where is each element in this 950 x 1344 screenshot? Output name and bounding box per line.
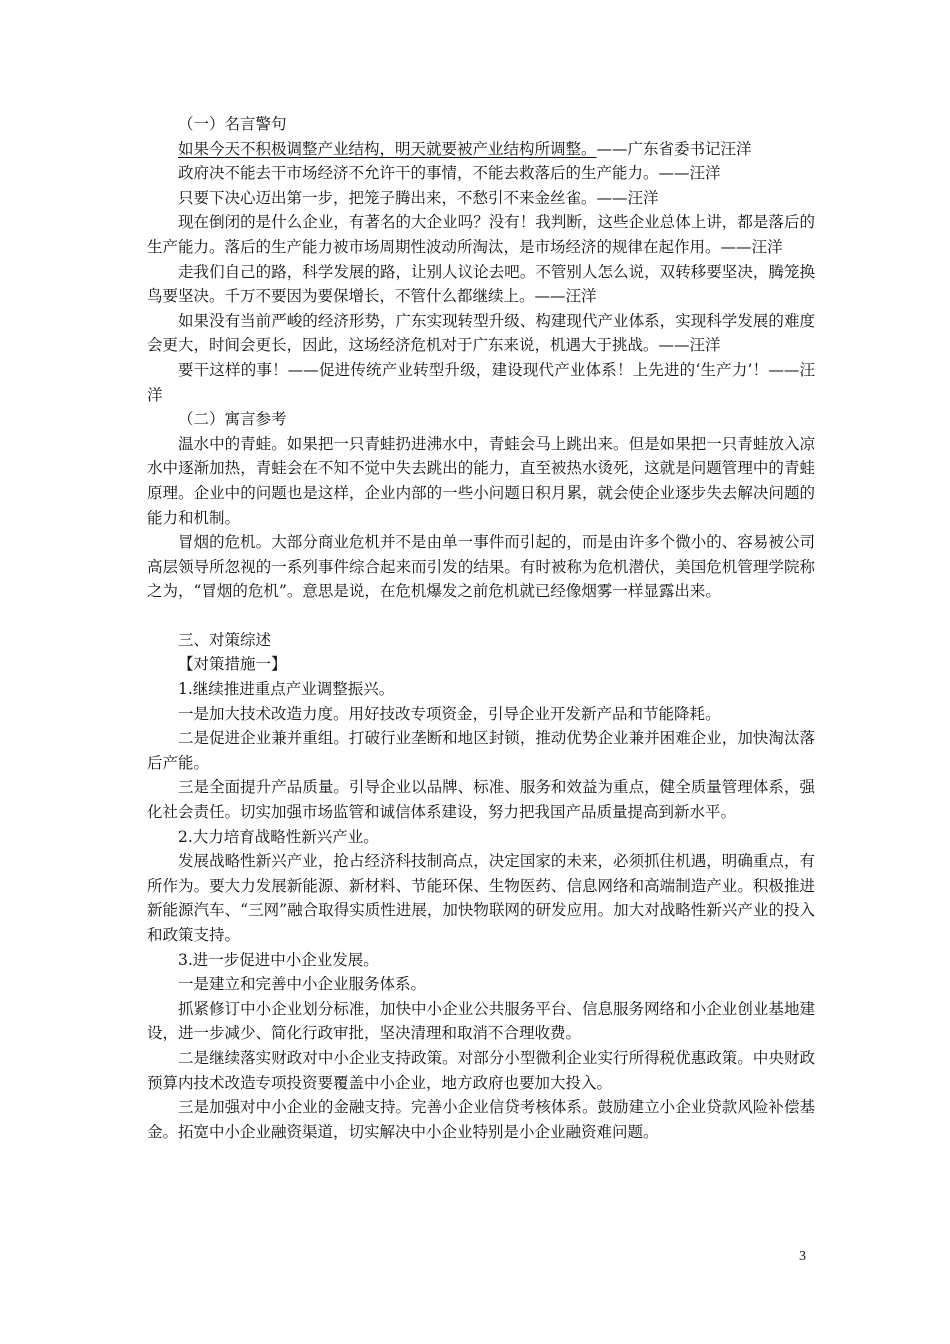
quote-5: 走我们自己的路，科学发展的路，让别人议论去吧。不管别人怎么说，双转移要坚决，腾笼换鸟要坚决。千万不要因为要保增长，不管什么都继续上。——汪洋: [147, 262, 815, 306]
measure-3-title: 3.进一步促进中小企业发展。: [178, 950, 379, 969]
document-body: [147, 112, 815, 1144]
fable-1: 温水中的青蛙。如果把一只青蛙扔进沸水中，青蛙会马上跳出来。但是如果把一只青蛙放入凉水中逐渐加热，青蛙会在不知不觉中失去跳出的能力，直至被热水烫死，这就是问题管理中的青蛙原理。企业中的问题也是这样，企业内部的一些小问题日积月累，就会使企业逐步失去解决问题的能力和机制。: [147, 434, 815, 527]
measure-2-body: 发展战略性新兴产业，抢占经济科技制高点，决定国家的未来，必须抓住机遇，明确重点，有所作为。要大力发展新能源、新材料、节能环保、生物医药、信息网络和高端制造产业。积极推进新能源汽车、“三网”融合取得实质性进展，加快物联网的研发应用。加大对战略性新兴产业的投入和政策支持。: [147, 852, 815, 944]
quote-6: 如果没有当前严峻的经济形势，广东实现转型升级、构建现代产业体系，实现科学发展的难度会更大，时间会更长，因此，这场经济危机对于广东来说，机遇大于挑战。——汪洋: [147, 311, 815, 355]
section-heading-quotes: （一）名言警句: [178, 115, 287, 133]
measure-3-point-c: 三是加强对中小企业的金融支持。完善小企业信贷考核体系。鼓励建立小企业贷款风险补偿基金。拓宽中小企业融资渠道，切实解决中小企业特别是小企业融资难问题。: [147, 1098, 815, 1141]
measure-3-point-a: 一是建立和完善中小企业服务体系。: [178, 975, 427, 994]
measure-1-point-b: 二是促进企业兼并重组。打破行业垄断和地区封锁，推动优势企业兼并困难企业，加快淘汰落后产能。: [147, 729, 815, 772]
quote-1-underlined: 如果今天不积极调整产业结构，明天就要被产业结构所调整。: [178, 139, 597, 158]
measure-heading: 【对策措施一】: [178, 655, 287, 674]
section-heading-fables: （二）寓言参考: [178, 410, 287, 429]
measure-1-point-a: 一是加大技术改造力度。用好技改专项资金，引导企业开发新产品和节能降耗。: [178, 704, 721, 723]
fable-2: 冒烟的危机。大部分商业危机并不是由单一事件而引起的，而是由许多个微小的、容易被公司高层领导所忽视的一系列事件综合起来而引发的结果。有时被称为危机潜伏，美国危机管理学院称之为，“冒烟的危机”。意思是说，在危机爆发之前危机就已经像烟雾一样显露出来。: [147, 533, 815, 601]
quote-4: 现在倒闭的是什么企业，有著名的大企业吗？没有！我判断，这些企业总体上讲，都是落后的生产能力。落后的生产能力被市场周期性波动所淘汰，是市场经济的规律在起作用。——汪洋: [147, 213, 815, 256]
measure-1-title: 1.继续推进重点产业调整振兴。: [178, 680, 395, 699]
measure-3-point-b: 二是继续落实财政对中小企业支持政策。对部分小型微利企业实行所得税优惠政策。中央财政预算内技术改造专项投资要覆盖中小企业，地方政府也要加大投入。: [147, 1048, 815, 1092]
page-number: 3: [799, 1249, 806, 1264]
quote-7: 要干这样的事！——促进传统产业转型升级，建设现代产业体系！上先进的‘生产力’！——汪洋: [147, 360, 815, 404]
measure-1-point-c: 三是全面提升产品质量。引导企业以品牌、标准、服务和效益为重点，健全质量管理体系，强化社会责任。切实加强市场监管和诚信体系建设，努力把我国产品质量提高到新水平。: [147, 778, 815, 822]
quote-1-attribution: ——广东省委书记汪洋: [596, 139, 752, 158]
quote-1: [147, 137, 815, 162]
quote-3: 只要下决心迈出第一步，把笼子腾出来，不愁引不来金丝雀。——汪洋: [178, 188, 659, 207]
quote-2: 政府决不能去干市场经济不允许干的事情，不能去救落后的生产能力。——汪洋: [178, 164, 721, 183]
measure-3-point-a-body: 抓紧修订中小企业划分标准，加快中小企业公共服务平台、信息服务网络和小企业创业基地建设，进一步减少、简化行政审批，坚决清理和取消不合理收费。: [147, 999, 815, 1043]
blank-line: [147, 604, 815, 628]
section-heading-strategy: 三、对策综述: [178, 630, 272, 649]
measure-2-title: 2.大力培育战略性新兴产业。: [178, 827, 379, 846]
